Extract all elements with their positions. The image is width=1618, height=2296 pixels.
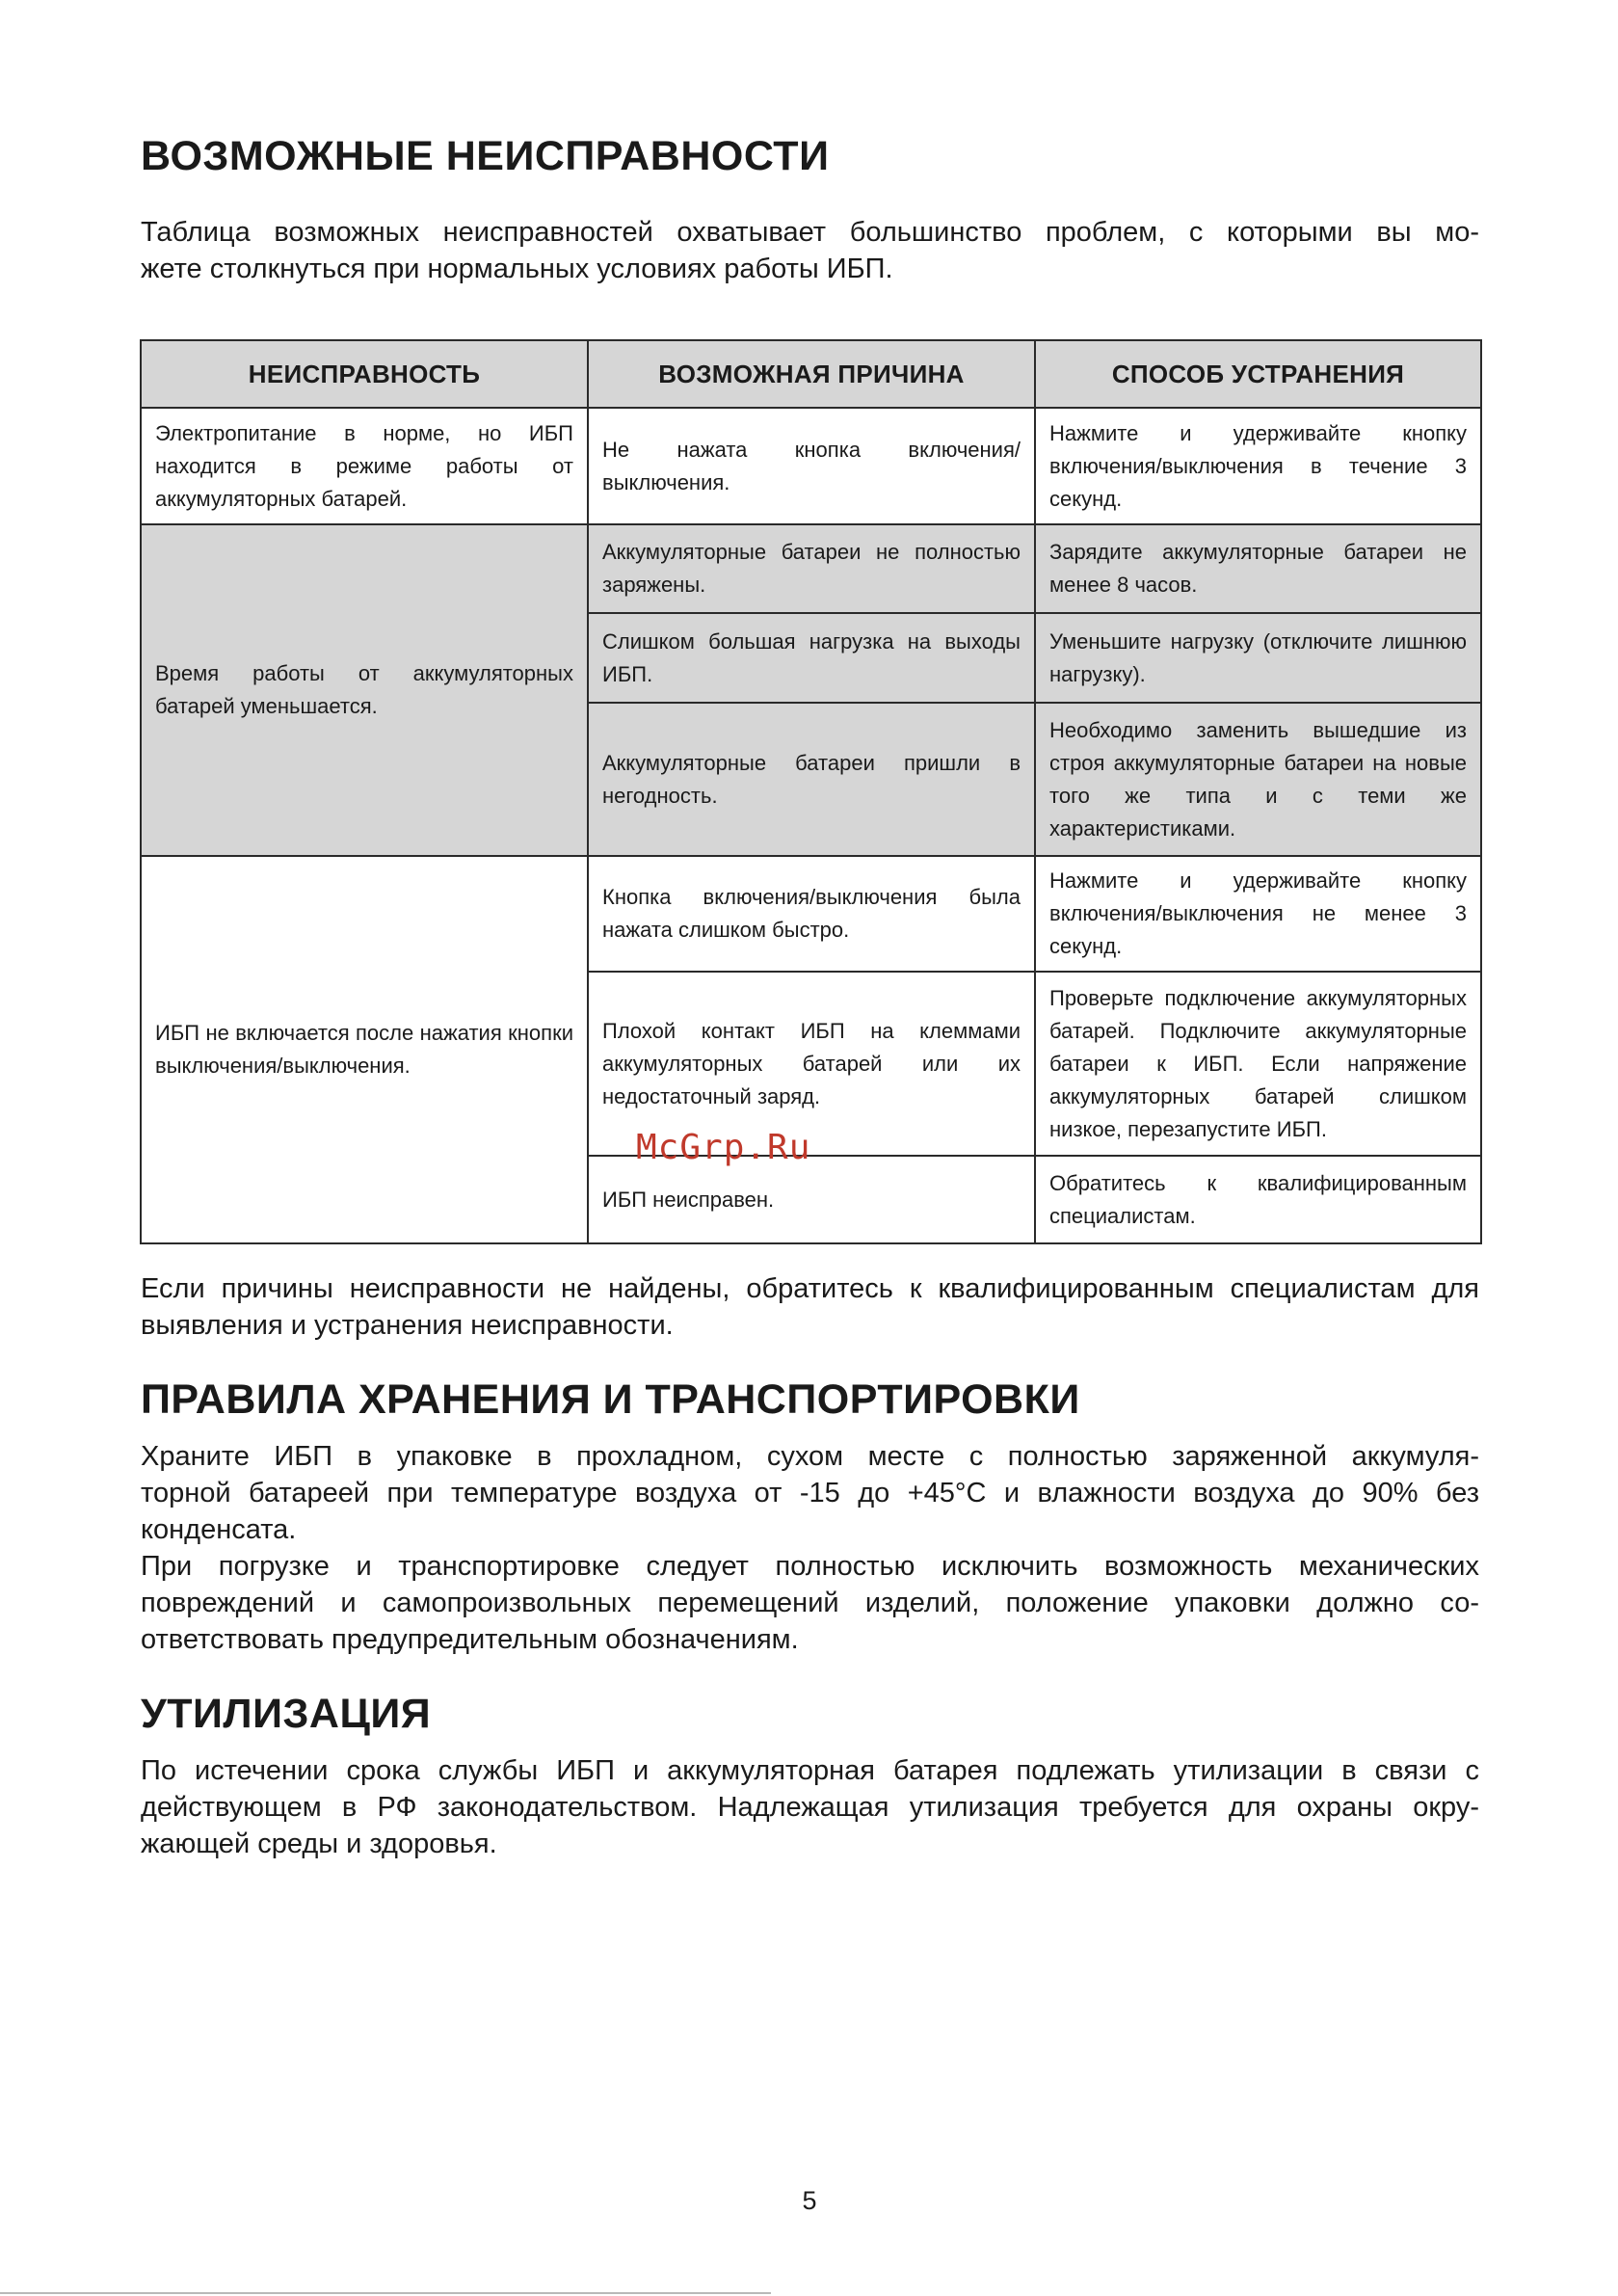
cause-cell [588,703,1035,856]
faults-intro-line: Таблица возможных неисправностей охватывает большинство проблем, с которыми вы мо- [141,217,1479,248]
storage-line: конденсата. [141,1514,297,1545]
fault-text: ИБП не включается после нажатия кнопки выключения/выключения. [155,1021,573,1078]
cause-text: ИБП неисправен. [602,1187,775,1212]
remedy-cell [1035,613,1481,703]
column-header-cause: ВОЗМОЖНАЯ ПРИЧИНА [588,340,1035,408]
storage-line: торной батареей при температуре воздуха от -15 до +45°С и влажности воздуха до 90% без [141,1478,1479,1508]
remedy-cell [1035,972,1481,1156]
disposal-title: УТИЛИЗАЦИЯ [141,1691,432,1737]
fault-text: Электропитание в норме, но ИБП находится в режиме работы от аккумуляторных батарей. [155,420,573,511]
table-row [141,524,1481,613]
disposal-text [141,1752,1479,1862]
storage-line: При погрузке и транспортировке следует полностью исключить возможность механических [141,1551,1479,1582]
cause-text: Аккумуляторные батареи не полностью заряжены. [602,540,1021,597]
cause-cell [588,613,1035,703]
footer-divider [0,2292,771,2294]
remedy-cell [1035,1156,1481,1243]
cause-text: Плохой контакт ИБП на клеммами аккумуляторных батарей или их недостаточный заряд. [602,1018,1021,1108]
faults-intro [141,214,1479,287]
fault-cell [141,856,588,1243]
storage-line: ответствовать предупредительным обозначениям. [141,1624,799,1655]
faults-title: ВОЗМОЖНЫЕ НЕИСПРАВНОСТИ [141,133,830,179]
cause-text: Аккумуляторные батареи пришли в негодность. [602,750,1021,808]
remedy-cell [1035,408,1481,524]
disposal-line: действующем в РФ законодательством. Надлежащая утилизация требуется для охраны окру- [141,1792,1479,1823]
table-row [141,856,1481,972]
cause-text: Не нажата кнопка включения/выключения. [602,437,1021,494]
cause-cell [588,1156,1035,1243]
note-line: выявления и устранения неисправности. [141,1310,674,1341]
remedy-text: Необходимо заменить вышедшие из строя аккумуляторные батареи на новые того же типа и с теми же характеристиками. [1049,717,1467,841]
remedy-cell [1035,703,1481,856]
fault-cell [141,524,588,856]
storage-title: ПРАВИЛА ХРАНЕНИЯ И ТРАНСПОРТИРОВКИ [141,1376,1080,1423]
fault-cell [141,408,588,524]
remedy-text: Нажмите и удерживайте кнопку включения/выключения не менее 3 секунд. [1049,868,1467,958]
remedy-text: Зарядите аккумуляторные батареи не менее 8 часов. [1049,540,1467,597]
column-header-remedy: СПОСОБ УСТРАНЕНИЯ [1035,340,1481,408]
column-header-fault: НЕИСПРАВНОСТЬ [141,340,588,408]
storage-text [141,1438,1479,1658]
disposal-line: жающей среды и здоровья. [141,1829,497,1859]
cause-text: Слишком большая нагрузка на выходы ИБП. [602,628,1021,686]
remedy-cell [1035,524,1481,613]
cause-text: Кнопка включения/выключения была нажата слишком быстро. [602,885,1021,942]
fault-text: Время работы от аккумуляторных батарей уменьшается. [155,661,573,718]
storage-line: Храните ИБП в упаковке в прохладном, сухом месте с полностью заряженной аккумуля- [141,1441,1479,1472]
cause-cell [588,408,1035,524]
remedy-text: Обратитесь к квалифицированным специалистам. [1049,1170,1467,1228]
after-table-note [141,1270,1479,1344]
disposal-line: По истечении срока службы ИБП и аккумуляторная батарея подлежать утилизации в связи с [141,1755,1479,1786]
faults-intro-line: жете столкнуться при нормальных условиях работы ИБП. [141,254,893,284]
remedy-text: Проверьте подключение аккумуляторных батарей. Подключите аккумуляторные батареи к ИБП. Если напряжение аккумуляторных батарей слишком низкое, перезапустите ИБП. [1049,985,1467,1141]
remedy-text: Уменьшите нагрузку (отключите лишнюю нагрузку). [1049,628,1467,686]
troubleshooting-table [140,339,1482,1244]
remedy-cell [1035,856,1481,972]
cause-cell [588,524,1035,613]
watermark: McGrp.Ru [636,1128,811,1167]
storage-line: повреждений и самопроизвольных перемещений изделий, положение упаковки должно со- [141,1588,1479,1618]
page-number: 5 [802,2186,817,2215]
note-line: Если причины неисправности не найдены, обратитесь к квалифицированным специалистам для [141,1273,1479,1304]
remedy-text: Нажмите и удерживайте кнопку включения/выключения в течение 3 секунд. [1049,420,1467,511]
table-header-row [141,340,1481,408]
table-row [141,408,1481,524]
cause-cell [588,856,1035,972]
